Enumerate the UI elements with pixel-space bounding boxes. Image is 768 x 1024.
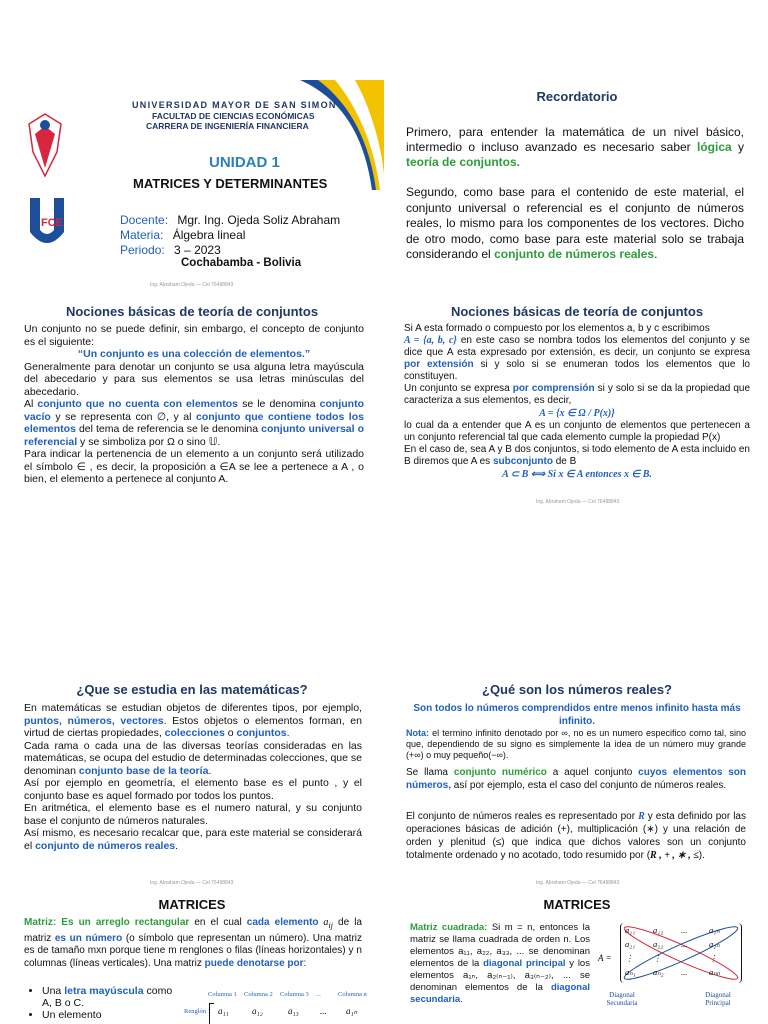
matrix-cell: aₙ₁ (625, 967, 636, 977)
slide-title: Nociones básicas de teoría de conjuntos (65, 304, 319, 319)
matrix-bracket-left (209, 1003, 214, 1024)
real-set-operations: El conjunto de números reales es representado por R y esta definido por las operaciones básicas de adición (+), multiplicación (∗) y una relación de orden y plenitud (≤) que indica que dichos valores son un conjunto totalmente ordenado y no acotado, todo resumido por (R , + , ∗ , ≤). (406, 811, 746, 861)
reals-text: Así mismo, es necesario recalcar que, para este material se considerará el conjunto de números reales. (24, 827, 362, 852)
comprehension-formula: A = {x ∈ Ω / P(x)} (539, 408, 615, 419)
matrix-cell: aₙ₂ (653, 967, 664, 977)
topic-title: MATRICES Y DETERMINANTES (133, 176, 328, 191)
empty-universal-text: Al conjunto que no cuenta con elementos se le denomina conjunto vacío y se representa con ∅, y al conjunto que contiene todos los elementos del tema de referencia se le denomina conjunto universal o referencial y se simboliza por Ω o sino 𝕌. (24, 398, 364, 448)
slide-footer: Ing. Abraham Ojeda — Cel 76498843 (536, 499, 620, 505)
subset-formula: A ⊂ B ⟺ Si x ∈ A entonces x ∈ B. (502, 469, 652, 480)
square-matrix (620, 923, 742, 983)
slide-footer: Ing. Abraham Ojeda — Cel 76498843 (150, 282, 234, 288)
notation-text: Generalmente para denotar un conjunto se usa alguna letra mayúscula del abecedario y para sus elementos se usa letras minúsculas del abecedario. (24, 360, 364, 398)
slide-title: MATRICES (543, 897, 611, 912)
period-label: Periodo: (120, 243, 165, 257)
slide-title: Recordatorio (536, 89, 618, 104)
matrix-cell: a₂ₙ (709, 939, 720, 949)
matrix-cell: ... (681, 967, 688, 977)
svg-text:FCE: FCE (41, 217, 63, 229)
paragraph-2: Segundo, como base para el contenido de este material, el conjunto universal o referencial es el conjunto de números reales, lo mismo para los componentes de los vectores. Dicho de otro modo, como base para este material solo se trabaja considerando el conjunto de números reales. (406, 185, 744, 261)
slide-body (404, 323, 750, 481)
slide-real-numbers (386, 676, 768, 890)
matrix-cell: ⋮ (709, 953, 718, 963)
matrix-cell: a₂₁ (625, 939, 636, 949)
notation-item-element: • Un elemento (42, 1009, 202, 1021)
column-header: Columna n (338, 991, 367, 998)
faculty-name: FACULTAD DE CIENCIAS ECONÓMICAS (152, 111, 315, 121)
teacher-label: Docente: (120, 213, 169, 227)
teacher-line (120, 213, 340, 227)
slide-body (24, 702, 362, 852)
objects-text: En matemáticas se estudian objetos de diferentes tipos, por ejemplo, puntos, números, vectores. Estos objetos o elementos forman, en virtud de ciertas propiedades, colecciones o conjuntos. (24, 702, 362, 739)
definition-intro: Un conjunto no se puede definir, sin embargo, el concepto de conjunto es el siguiente: (24, 323, 364, 348)
notation-item-letter: • Una letra mayúscula como A, B o C. (42, 985, 202, 1009)
slide-recordatorio (386, 80, 768, 296)
fce-logo-icon (22, 194, 72, 254)
membership-text: Para indicar la pertenencia de un elemento a un conjunto será utilizado el símbolo ∈ , es decir, la proposición a ∈A se lee a pertenece a A , o bien, el elemento a pertenece al conjunto A. (24, 448, 364, 485)
slide-title: ¿Que se estudia en las matemáticas? (76, 682, 308, 697)
slide-cover (0, 80, 384, 296)
slide-footer: Ing. Abraham Ojeda — Cel 76498843 (150, 880, 234, 886)
subject-name: Álgebra lineal (172, 228, 246, 242)
period-line (120, 243, 221, 257)
matrix-cell: a₁₂ (653, 925, 664, 935)
slide-title: Nociones básicas de teoría de conjuntos (450, 304, 704, 319)
university-name: UNIVERSIDAD MAYOR DE SAN SIMON (132, 100, 337, 110)
numeric-set-text: Se llama conjunto numérico a aquel conjunto cuyos elementos son números, así por ejemplo, esta el caso del conjunto de números reales. (406, 767, 747, 791)
extension-text: A = {a, b, c} en este caso se nombra todos los elementos del conjunto y se dice que A esta expresado por extensión, es decir, un conjunto se expresa por extensión si y solo si se enumeran todos los elementos que lo constituyen. (404, 335, 750, 382)
subject-label: Materia: (120, 228, 164, 242)
matrix-cell: ... (681, 925, 688, 935)
matrix-cell: a₂₂ (653, 939, 664, 949)
arithmetic-text: En aritmética, el elemento base es el numero natural, y su conjunto base el conjunto de números naturales. (24, 802, 362, 827)
matrix-cell: a₁₃ (288, 1006, 299, 1016)
matrix-label: A = (598, 953, 612, 963)
matrix-definition: Matriz: Es un arreglo rectangular en el cual cada elemento $a_{ij}$ de la matriz es un número (o símbolo que representan un número). Una matriz es de tamaño mxn porque tiene m renglones o filas (líneas horizontales) y n columnas (líneas verticales). Una matriz puede denotarse por: (24, 917, 363, 969)
extension-intro: Si A esta formado o compuesto por los elementos a, b y c escribimos (404, 323, 710, 334)
column-header: Columna 2 (244, 991, 273, 998)
slide-title: MATRICES (158, 897, 226, 912)
matrix-cell: ⋮ (625, 953, 634, 963)
matrix-grid (625, 925, 739, 981)
real-numbers-definition: Son todos lo números comprendidos entre menos infinito hasta más infinito. (413, 703, 741, 727)
matrix-cell: a₁₁ (218, 1006, 229, 1016)
matrix-cell: a₁₁ (625, 925, 636, 935)
slide-set-basics-2 (386, 299, 768, 509)
matrix-cell: ⋮ (653, 953, 662, 963)
notation-list (24, 985, 202, 1021)
matrix-cell: a₁ₙ (709, 925, 720, 935)
secondary-diagonal-label: Diagonal Secundaria (606, 991, 638, 1007)
comprehension-text: Un conjunto se expresa por comprensión si y solo si se da la propiedad que caracteriza a sus elementos, es decir, (404, 383, 751, 406)
slide-title: ¿Qué son los números reales? (482, 682, 672, 697)
definition-quote: “Un conjunto es una colección de elementos.” (77, 348, 311, 360)
period-value: 3 – 2023 (174, 243, 221, 257)
matrix-cell: ... (320, 1006, 327, 1016)
property-text: lo cual da a entender que A es un conjunto de elementos que pertenecen a un conjunto referencial tal que cada elemento cumple la propiedad P(x) (404, 420, 750, 443)
career-name: CARRERA DE INGENIERÍA FINANCIERA (146, 121, 309, 131)
slide-matrices-2 (386, 893, 768, 1024)
matrix-row-label: Renglón 1 (184, 1008, 211, 1015)
matrix-cell: a₁₂ (252, 1006, 263, 1016)
umss-logo-icon (27, 112, 63, 178)
column-header: Columna 3 (280, 991, 309, 998)
column-header: Columna 1 (208, 991, 237, 998)
principal-diagonal-label: Diagonal Principal (705, 991, 731, 1007)
subset-text: En el caso de, sea A y B dos conjuntos, si todo elemento de A esta incluido en B diremos que A es subconjunto de B (404, 444, 750, 467)
branches-text: Cada rama o cada una de las diversas teorías consideradas en las matemáticas, se ocupa del estudio de determinadas colecciones, que se denominan conjunto base de la teoría. (24, 739, 362, 777)
unit-title: UNIDAD 1 (209, 154, 280, 171)
matrix-cell: ... (681, 939, 688, 949)
geometry-text: Así por ejemplo en geometría, el elemento base es el punto , y el conjunto base es aquel formado por todos los puntos. (24, 777, 362, 802)
city-line: Cochabamba - Bolivia (181, 257, 302, 269)
subject-line (120, 228, 245, 242)
square-matrix-text: Matriz cuadrada: Si m = n, entonces la matriz se llama cuadrada de orden n. Los elementos a₁₁, a₂₂, a₃₃, ... se denominan elementos de la diagonal principal y los elementos a₁ₙ, a₂₍ₙ₋₁₎, a₃₍ₙ₋₂₎, ... se denominan elementos de la diagonal secundaria. (410, 922, 590, 1005)
slide-math-study (0, 676, 384, 890)
slide-footer: Ing. Abraham Ojeda — Cel 76498843 (536, 880, 620, 886)
matrix-cell (681, 953, 709, 967)
matrix-cell: aₙₙ (709, 967, 721, 977)
paragraph-1: Primero, para entender la matemática de un nivel básico, intermedio o incluso avanzado es necesario saber lógica y teoría de conjuntos. (406, 125, 744, 169)
teacher-name: Mgr. Ing. Ojeda Soliz Abraham (177, 213, 341, 227)
infinity-note: Nota: el termino infinito denotado por ∞, no es un numero especifico como tal, sino que, dependiendo de su signo es simplemente la idea de un número muy grande (+∞) o muy pequeño(−∞). (406, 728, 746, 760)
slide-set-basics-1 (0, 299, 384, 509)
slide-body (24, 323, 364, 486)
slide-matrices-1 (0, 893, 384, 1024)
column-header: ... (316, 991, 321, 998)
matrix-cell: a₁ₙ (346, 1006, 358, 1016)
